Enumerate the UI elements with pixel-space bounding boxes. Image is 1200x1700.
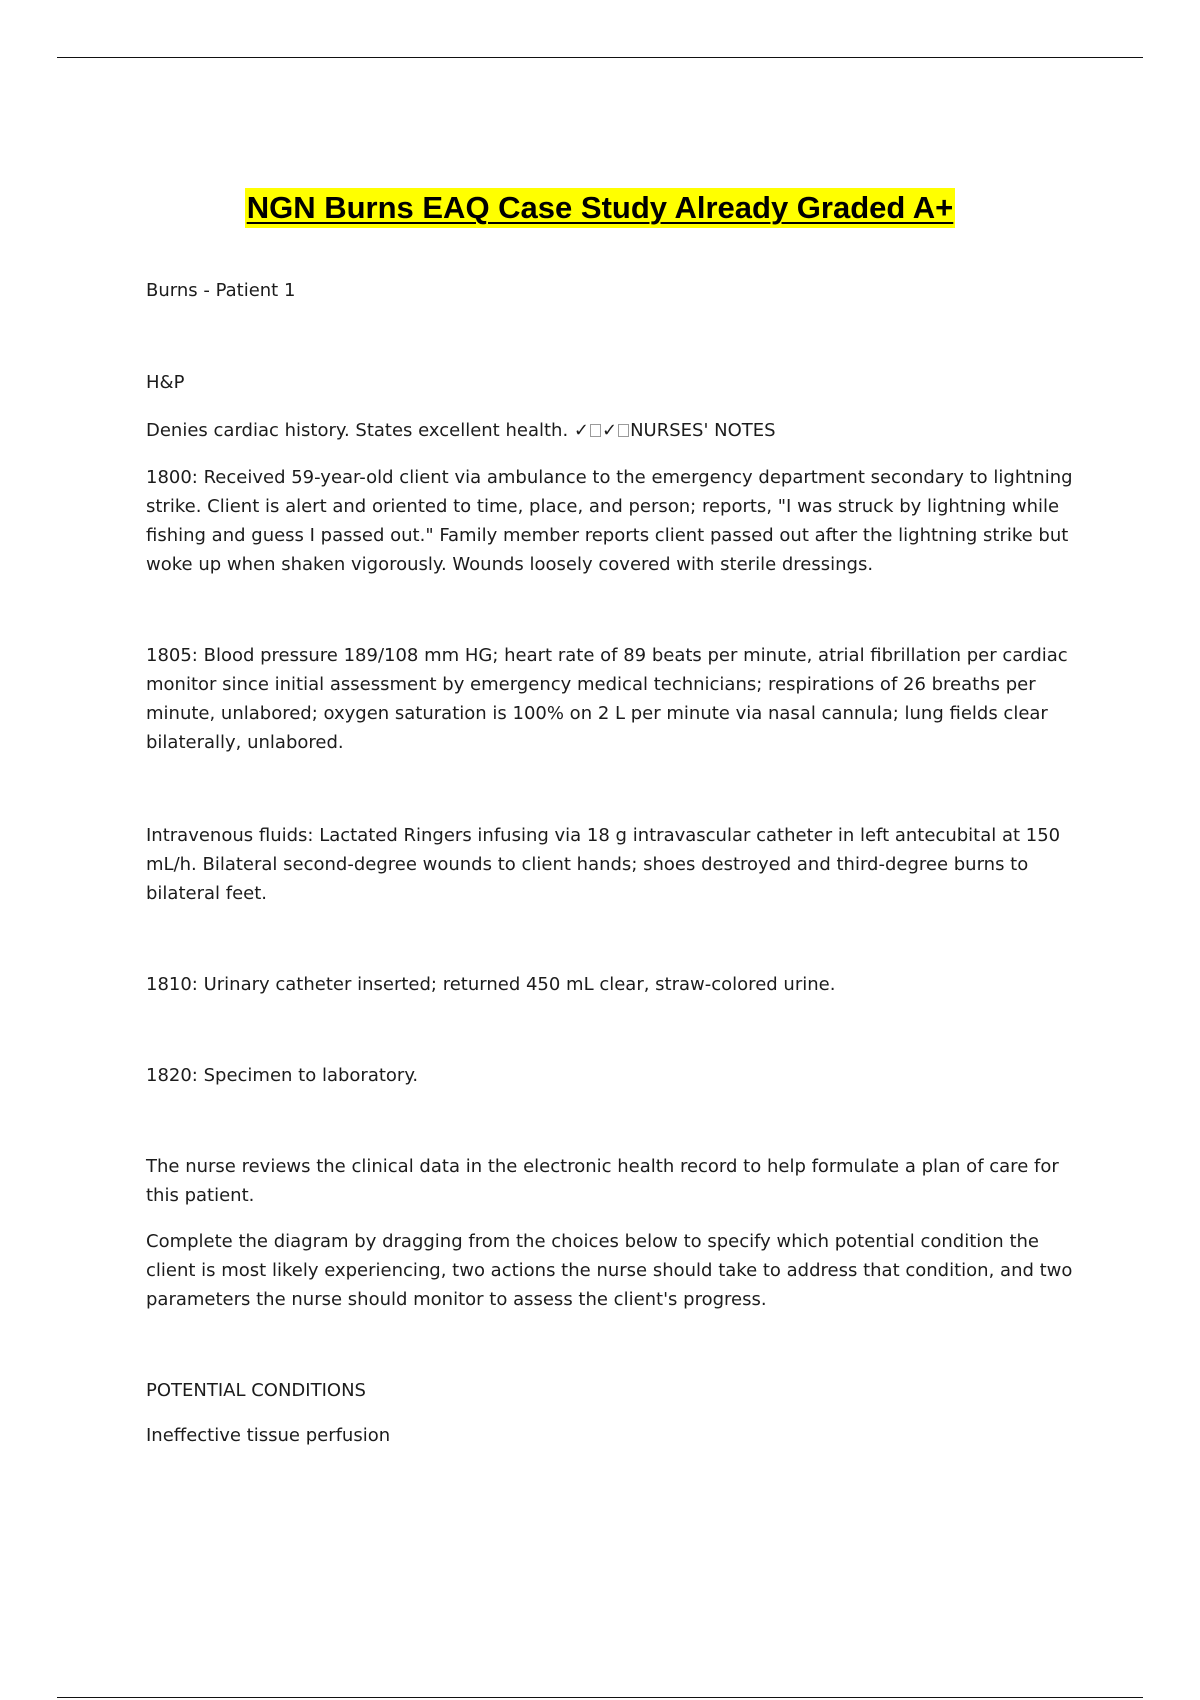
empty-box-icon xyxy=(618,424,629,437)
document-title: NGN Burns EAQ Case Study Already Graded A+ xyxy=(245,188,956,228)
note-iv-fluids: Intravenous fluids: Lactated Ringers infusing via 18 g intravascular catheter in left antecubital at 150 mL/h. Bilateral second-degree wounds to client hands; shoes destroyed and third-degree burns to bilateral feet. xyxy=(146,825,1061,904)
empty-box-icon xyxy=(590,424,601,437)
section-hp-heading: H&P xyxy=(146,372,185,393)
hp-text: Denies cardiac history. States excellent health. xyxy=(146,420,569,441)
title-container xyxy=(0,188,1200,228)
check-mark-icon: ✓ xyxy=(602,420,618,441)
top-rule xyxy=(57,57,1143,58)
check-mark-icon: ✓ xyxy=(573,420,589,441)
patient-label: Burns - Patient 1 xyxy=(146,280,296,301)
bottom-rule xyxy=(57,1697,1143,1698)
note-1805: 1805: Blood pressure 189/108 mm HG; heart rate of 89 beats per minute, atrial fibrillation per cardiac monitor since initial assessment by emergency medical technicians; respirations of 26 breaths per minute, unlabored; oxygen saturation is 100% on 2 L per minute via nasal cannula; lung fields clear bilaterally, unlabored. xyxy=(146,645,1068,753)
instructions-text: Complete the diagram by dragging from the choices below to specify which potential condition the client is most likely experiencing, two actions the nurse should take to address that condition, and two parameters the nurse should monitor to assess the client's progress. xyxy=(146,1231,1073,1310)
review-text: The nurse reviews the clinical data in the electronic health record to help formulate a plan of care for this patient. xyxy=(146,1156,1059,1206)
note-1810: 1810: Urinary catheter inserted; returned 450 mL clear, straw-colored urine. xyxy=(146,974,836,995)
conditions-header: POTENTIAL CONDITIONS xyxy=(146,1380,366,1401)
note-1800: 1800: Received 59-year-old client via ambulance to the emergency department secondary to lightning strike. Client is alert and oriented to time, place, and person; reports, "I was struck by lightning while fishing and guess I passed out." Family member reports client passed out after the lightning strike but woke up when shaken vigorously. Wounds loosely covered with sterile dressings. xyxy=(146,467,1073,575)
note-1820: 1820: Specimen to laboratory. xyxy=(146,1065,419,1086)
nurses-notes-label: NURSES' NOTES xyxy=(630,420,776,441)
condition-option-1: Ineffective tissue perfusion xyxy=(146,1425,391,1446)
hp-line xyxy=(146,416,1076,445)
